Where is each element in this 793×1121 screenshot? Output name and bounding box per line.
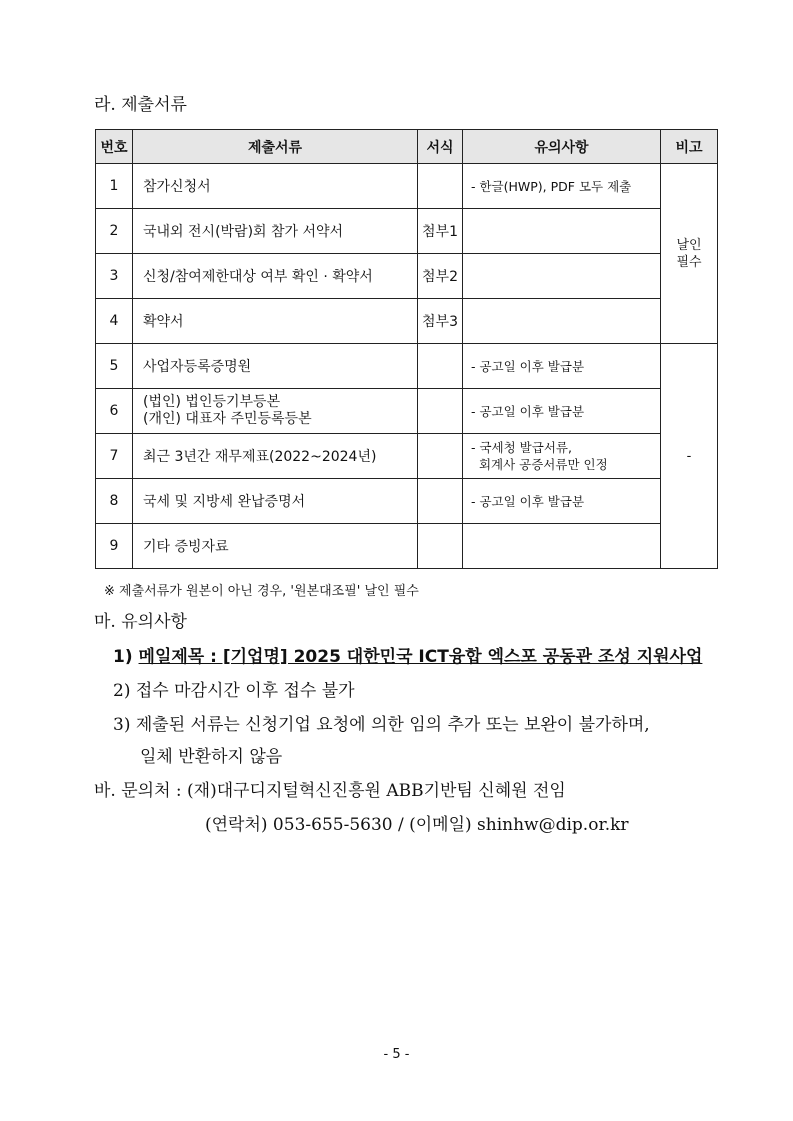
- row-note: - 공고일 이후 발급분: [463, 389, 661, 434]
- row-note: [463, 434, 661, 479]
- submission-documents-table: [95, 129, 718, 569]
- row-note: [463, 524, 661, 569]
- row-form: [418, 164, 463, 209]
- table-row: [96, 254, 718, 299]
- table-row: [96, 299, 718, 344]
- row-document: [133, 389, 418, 434]
- row-form: 첨부1: [418, 209, 463, 254]
- row-form: [418, 479, 463, 524]
- row-number: 7: [96, 434, 133, 479]
- row-document: 사업자등록증명원: [133, 344, 418, 389]
- table-row: [96, 479, 718, 524]
- remark-none: -: [661, 344, 718, 569]
- row-document: 신청/참여제한대상 여부 확인 · 확약서: [133, 254, 418, 299]
- row-form: 첨부3: [418, 299, 463, 344]
- notice-item-no-return-continued: 일체 반환하지 않음: [140, 747, 283, 767]
- table-header-row: [96, 130, 718, 164]
- item-number: 1): [113, 647, 133, 667]
- header-remarks: 비고: [661, 130, 718, 164]
- row-document-line: (법인) 법인등기부등본: [143, 394, 281, 410]
- item-text: 제출된 서류는 신청기업 요청에 의한 임의 추가 또는 보완이 불가하며,: [135, 715, 650, 735]
- page-number: - 5 -: [383, 1047, 410, 1062]
- row-note: [463, 254, 661, 299]
- header-form: 서식: [418, 130, 463, 164]
- row-form: [418, 434, 463, 479]
- row-number: 8: [96, 479, 133, 524]
- remark-seal-required: [661, 164, 718, 344]
- row-document: 기타 증빙자료: [133, 524, 418, 569]
- row-number: 1: [96, 164, 133, 209]
- row-form: [418, 524, 463, 569]
- remark-line: 날인: [676, 237, 702, 253]
- header-number: 번호: [96, 130, 133, 164]
- row-note: - 공고일 이후 발급분: [463, 344, 661, 389]
- notice-item-email-subject: [113, 642, 702, 667]
- row-note-line: 회계사 공증서류만 인정: [471, 457, 608, 472]
- row-document: 국세 및 지방세 완납증명서: [133, 479, 418, 524]
- row-note: - 공고일 이후 발급분: [463, 479, 661, 524]
- row-document: 확약서: [133, 299, 418, 344]
- row-number: 6: [96, 389, 133, 434]
- section-ba-contact-title: 바. 문의처 : (재)대구디지털혁신진흥원 ABB기반팀 신혜원 전임: [94, 781, 566, 801]
- row-number: 9: [96, 524, 133, 569]
- row-number: 2: [96, 209, 133, 254]
- item-text: 접수 마감시간 이후 접수 불가: [135, 681, 355, 701]
- table-row: [96, 164, 718, 209]
- table-row: [96, 434, 718, 479]
- header-document: 제출서류: [133, 130, 418, 164]
- row-number: 4: [96, 299, 133, 344]
- table-row: [96, 389, 718, 434]
- row-form: [418, 344, 463, 389]
- row-note: [463, 209, 661, 254]
- original-copy-footnote: ※ 제출서류가 원본이 아닌 경우, '원본대조필' 날인 필수: [104, 584, 419, 599]
- section-ra-title: 라. 제출서류: [94, 95, 187, 115]
- item-text: 메일제목 : [기업명] 2025 대한민국 ICT융합 엑스포 공동관 조성 지원사업: [138, 647, 703, 667]
- item-number: 2): [113, 681, 131, 701]
- row-document: 참가신청서: [133, 164, 418, 209]
- row-document: 최근 3년간 재무제표(2022~2024년): [133, 434, 418, 479]
- row-document: 국내외 전시(박람)회 참가 서약서: [133, 209, 418, 254]
- row-number: 3: [96, 254, 133, 299]
- row-note: [463, 299, 661, 344]
- table-row: [96, 524, 718, 569]
- notice-item-deadline: [113, 676, 355, 701]
- row-number: 5: [96, 344, 133, 389]
- row-form: 첨부2: [418, 254, 463, 299]
- row-document-line: (개인) 대표자 주민등록등본: [143, 411, 312, 427]
- remark-line: 필수: [676, 254, 702, 270]
- header-notes: 유의사항: [463, 130, 661, 164]
- section-ma-title: 마. 유의사항: [94, 612, 187, 632]
- notice-item-no-return: [113, 710, 650, 735]
- row-form: [418, 389, 463, 434]
- item-number: 3): [113, 715, 131, 735]
- contact-phone-email: (연락처) 053-655-5630 / (이메일) shinhw@dip.or.kr: [205, 815, 629, 835]
- table-row: [96, 209, 718, 254]
- row-note-line: - 국세청 발급서류,: [471, 440, 572, 455]
- table-row: [96, 344, 718, 389]
- row-note: - 한글(HWP), PDF 모두 제출: [463, 164, 661, 209]
